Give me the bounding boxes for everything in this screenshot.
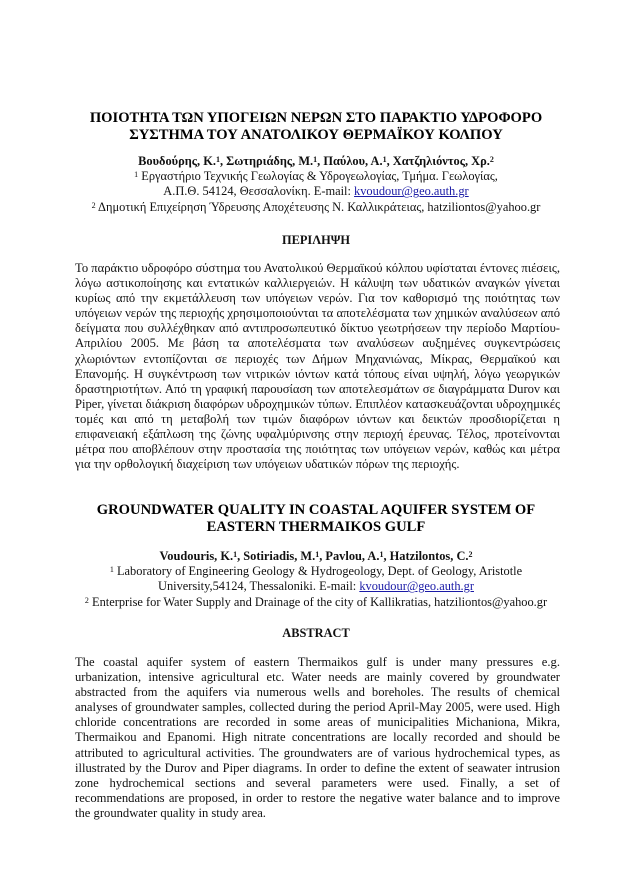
separator: , xyxy=(237,549,244,563)
affil-marker: 1 xyxy=(134,170,139,180)
separator: , xyxy=(386,154,393,168)
author-name: Voudouris, K. xyxy=(159,549,234,563)
separator: , xyxy=(319,549,326,563)
english-abstract-paragraph: The coastal aquifer system of eastern Thermaikos gulf is under many pressures e.g. urbanization, intensive agricultural etc. Water needs are mainly covered by groundwater abstracted from the aquifers via numerous wells and boreholes. The results of chemical analyses of groundwater samples, collected during the period April-May 2005, were used. High chloride concentrations are recorded in some areas of municipalities Michaniona, Mikra, Thermaikou and Epanomi. High nitrate concentrations are locally recorded and should be attributed to agricultural activities. The groundwaters are of various hydrochemical types, as illustrated by the Durov and Piper diagrams. In order to define the extent of seawater intrusion zone hydrochemical sections and several parameters were used. Finally, a set of recommendations are proposed, in order to restore the negative water balance and to improve the groundwater quality in study area. xyxy=(75,655,560,820)
author-name: Sotiriadis, M. xyxy=(243,549,316,563)
affil-text: Enterprise for Water Supply and Drainage of the city of Kallikratias, hatziliontos@yahoo.gr xyxy=(92,594,548,609)
author-name: Χατζηλιόντος, Χρ. xyxy=(392,154,490,168)
separator: , xyxy=(317,154,324,168)
english-title-line2: EASTERN THERMAIKOS GULF xyxy=(206,519,426,535)
english-affiliation-1-cont xyxy=(60,579,572,594)
author-affil-marker: 2 xyxy=(468,550,473,559)
affil-marker: 2 xyxy=(91,200,96,210)
author-name: Hatzilontos, C. xyxy=(389,549,469,563)
author-name: Pavlou, A. xyxy=(325,549,380,563)
english-author-list xyxy=(60,549,572,564)
greek-abstract-body xyxy=(75,261,560,472)
author-name: Παύλου, Α. xyxy=(323,154,383,168)
separator: , xyxy=(383,549,390,563)
separator: , xyxy=(219,154,227,168)
english-title-line1: GROUNDWATER QUALITY IN COASTAL AQUIFER SYSTEM OF xyxy=(96,502,536,518)
english-affiliation-1 xyxy=(60,564,572,579)
greek-title-line2: ΣΥΣΤΗΜΑ ΤΟΥ ΑΝΑΤΟΛΙΚΟΥ ΘΕΡΜΑΪΚΟΥ ΚΟΛΠΟΥ xyxy=(129,127,503,143)
english-authors-block xyxy=(60,549,572,610)
greek-authors-block xyxy=(60,154,572,215)
greek-affiliation-1 xyxy=(60,169,572,184)
author-affil-marker: 1 xyxy=(313,155,318,164)
affil-marker: 2 xyxy=(84,595,89,605)
affil-text: University,54124, Thessaloniki. E-mail: xyxy=(158,579,360,594)
greek-affiliation-1-cont xyxy=(60,184,572,199)
author-affil-marker: 1 xyxy=(379,550,384,559)
greek-title-line1: ΠΟΙΟΤΗΤΑ ΤΩΝ ΥΠΟΓΕΙΩΝ ΝΕΡΩΝ ΣΤΟ ΠΑΡΑΚΤΙΟ ΥΔΡΟΦΟΡΟ xyxy=(89,110,543,126)
author-affil-marker: 1 xyxy=(215,155,220,164)
email-link[interactable]: kvoudour@geo.auth.gr xyxy=(359,579,474,594)
author-affil-marker: 1 xyxy=(233,550,238,559)
email-link[interactable]: kvoudour@geo.auth.gr xyxy=(354,184,469,199)
greek-affiliation-2 xyxy=(60,200,572,215)
author-name: Σωτηριάδης, Μ. xyxy=(226,154,314,168)
greek-author-list xyxy=(60,154,572,169)
affil-marker: 1 xyxy=(109,565,114,575)
greek-title xyxy=(60,110,572,144)
author-name: Βουδούρης, Κ. xyxy=(138,154,216,168)
english-title xyxy=(60,502,572,536)
affil-text: Α.Π.Θ. 54124, Θεσσαλονίκη. E-mail: xyxy=(163,184,355,199)
affil-text: Εργαστήριο Τεχνικής Γεωλογίας & Υδρογεωλογίας, Τμήμα. Γεωλογίας, xyxy=(141,169,498,184)
author-affil-marker: 1 xyxy=(382,155,387,164)
affil-text: Laboratory of Engineering Geology & Hydrogeology, Dept. of Geology, Aristotle xyxy=(116,564,523,579)
greek-abstract-heading: ΠΕΡΙΛΗΨΗ xyxy=(281,233,351,247)
english-abstract-heading: ABSTRACT xyxy=(282,626,350,640)
author-affil-marker: 1 xyxy=(315,550,320,559)
affil-text: Δημοτική Επιχείρηση Ύδρευσης Αποχέτευσης Ν. Καλλικράτειας, hatziliontos@yahoo.gr xyxy=(98,199,541,214)
author-affil-marker: 2 xyxy=(489,155,494,164)
greek-abstract-paragraph: Το παράκτιο υδροφόρο σύστημα του Ανατολικού Θερμαϊκού κόλπου υφίσταται έντονες πιέσεις, λόγω αστικοποίησης και εντατικών καλλιεργειών. Η κάλυψη των υδατικών αναγκών γίνεται κυρίως από την εκμετάλλευση των υπόγειων νερών. Για τον καθορισμό της ποιότητας των υπόγειων νερών της περιοχής χρησιμοποιούνται τα αποτελέσματα των χημικών αναλύσεων από δείγματα που συλλέχθηκαν από αντιπροσωπευτικό δίκτυο γεωτρήσεων την περίοδο Μαρτίου-Απριλίου 2005. Με βάση τα αποτελέσματα των αναλύσεων αυξημένες συγκεντρώσεις χλωριόντων εντοπίζονται σε περιοχές των Δήμων Μηχανιώνας, Μίκρας, Θερμαϊκού και Επανομής. Η συγκέντρωση των νιτρικών ιόντων κατά τόπους είναι υψηλή, λόγω γεωργικών δραστηριοτήτων. Από τη γραφική παρουσίαση των αποτελεσμάτων σε διαγράμματα Durov και Piper, γίνεται διάκριση διαφόρων υδροχημικών τύπων. Επιπλέον κατασκευάζονται υδροχημικές τομές και από τη μεταβολή των τιμών διαφόρων ιόντων και δεικτών προσδιορίζεται η επιφανειακή εξάπλωση της ζώνης υφαλμύρινσης στην περιοχή έρευνας. Τέλος, προτείνονται μέτρα που αποβλέπουν στην προστασία της ποιότητας των υπόγειων νερών, καθώς και μέτρα για την ορθολογική διαχείριση των υπόγειων υδατικών πόρων της περιοχής. xyxy=(75,261,560,472)
english-abstract-body xyxy=(75,655,560,821)
english-affiliation-2 xyxy=(60,595,572,610)
